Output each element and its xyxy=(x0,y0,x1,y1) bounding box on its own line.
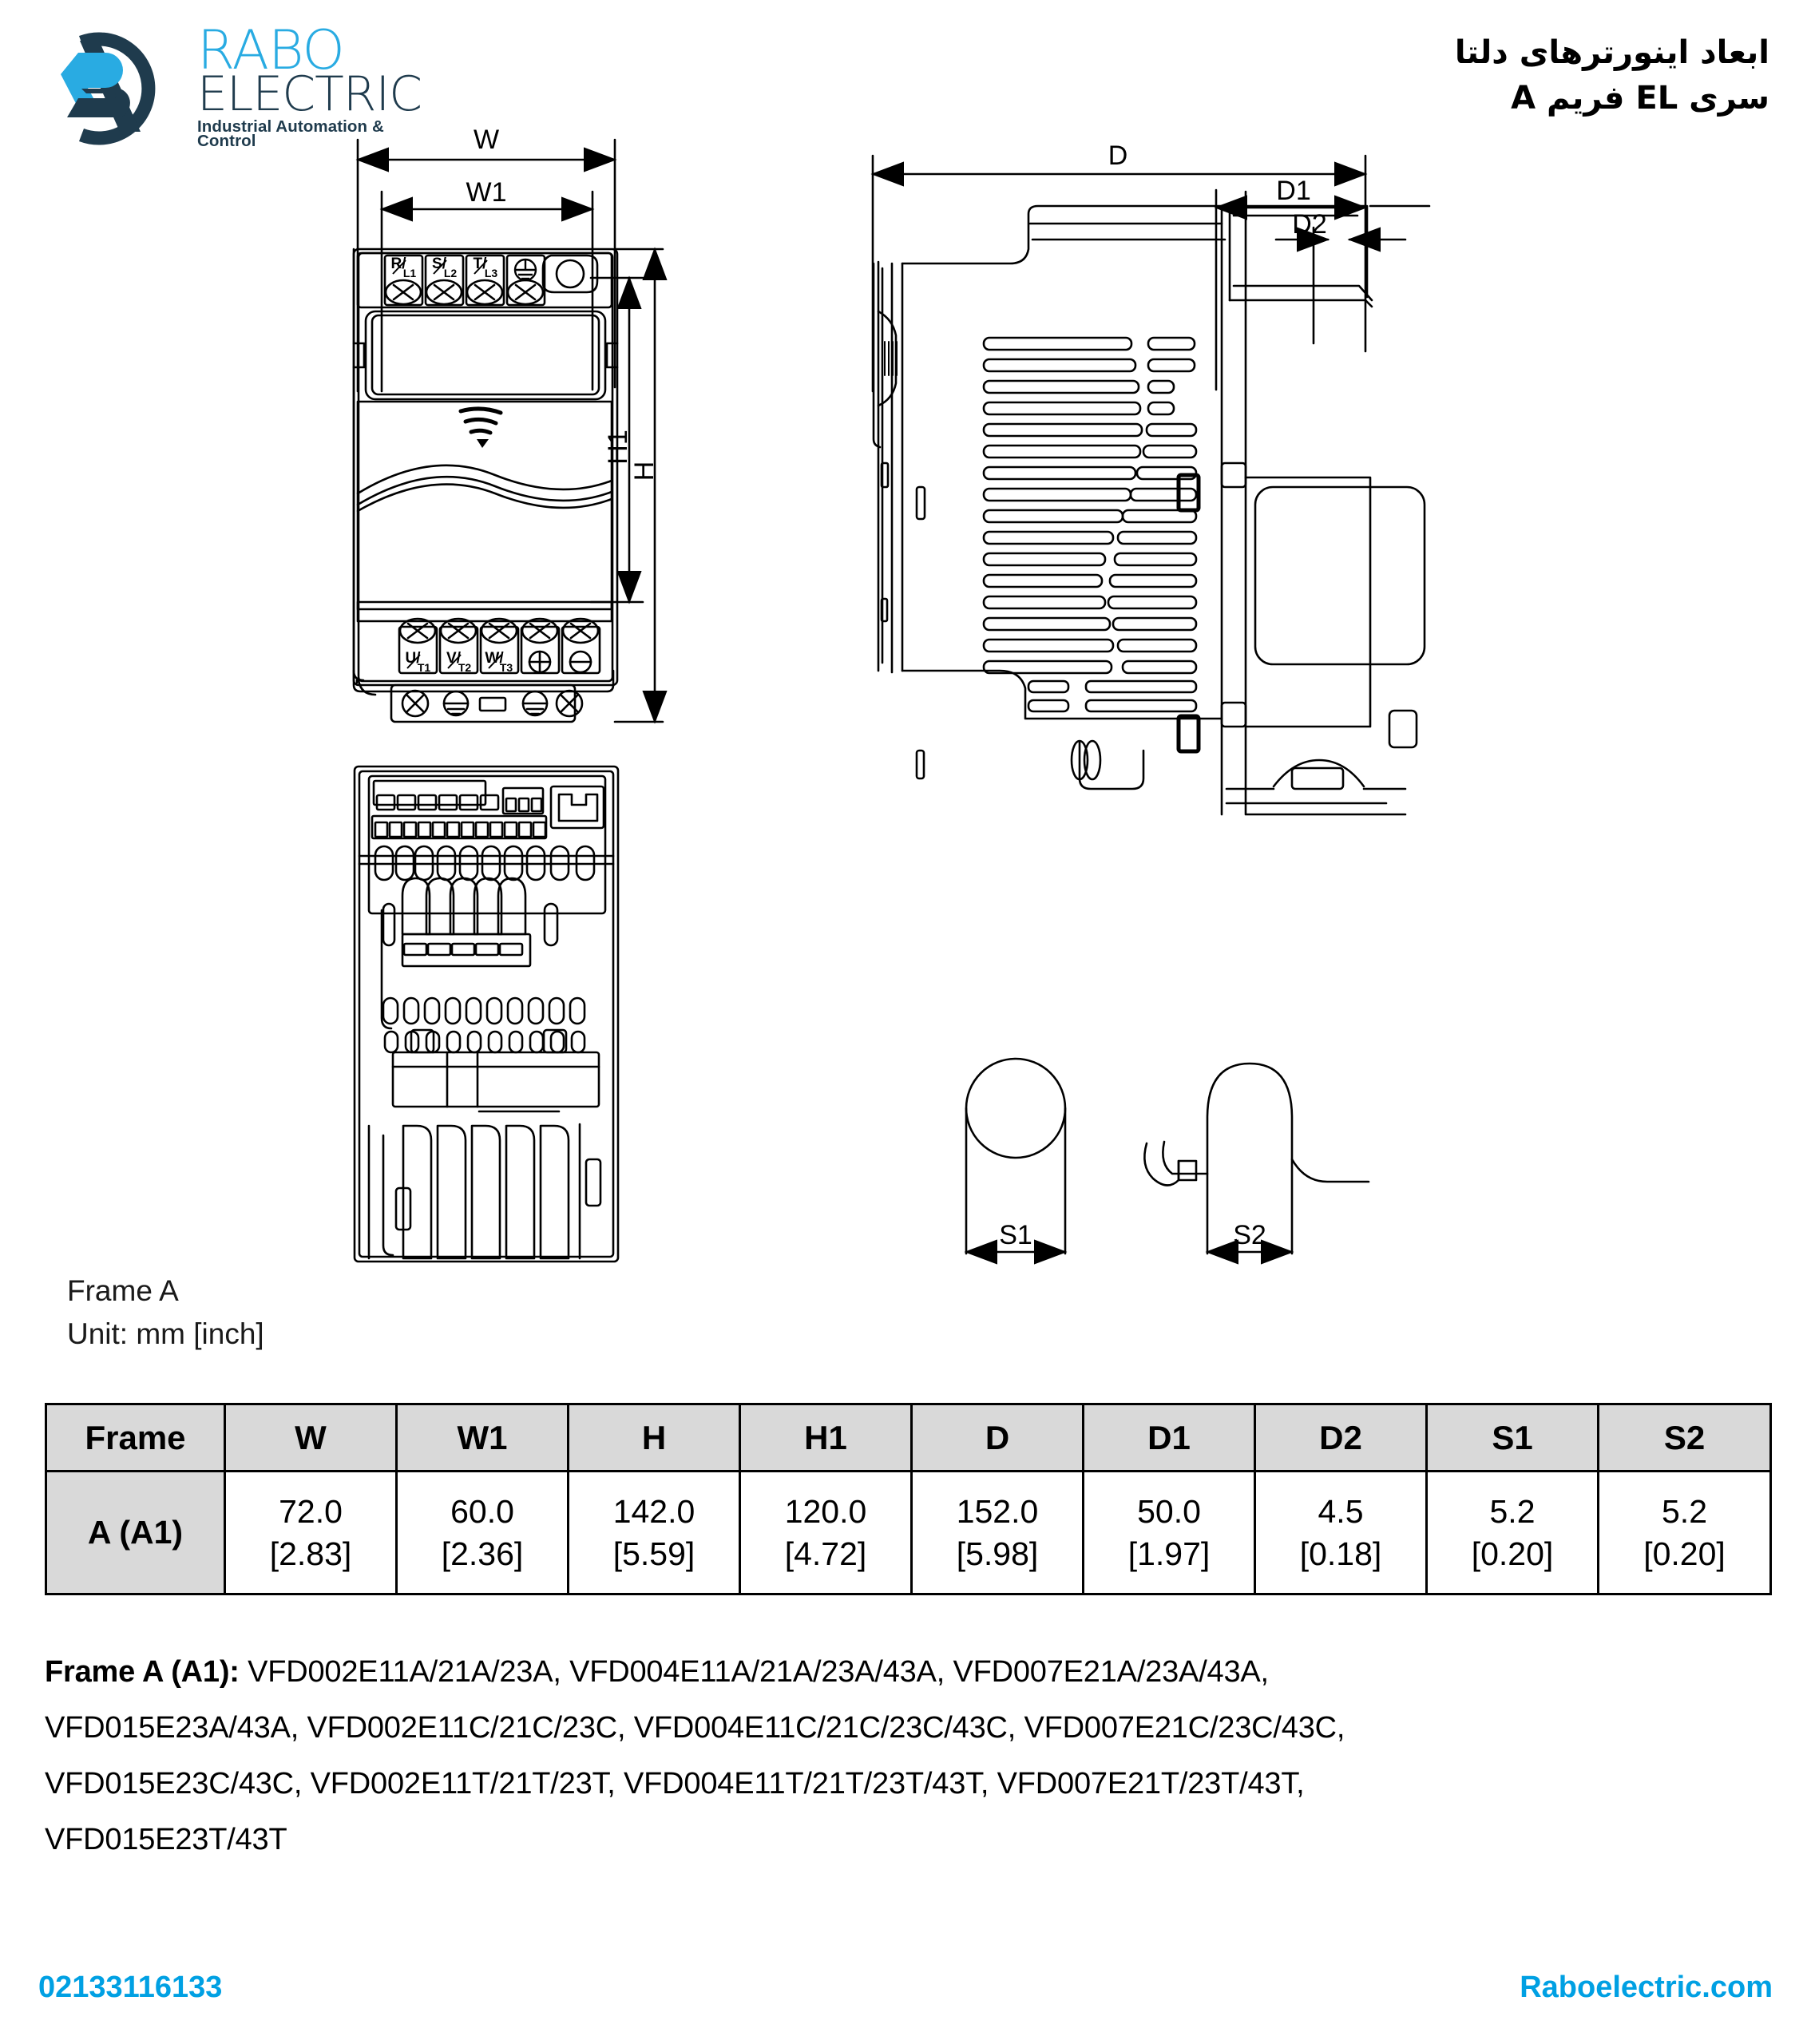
svg-text:T3: T3 xyxy=(499,661,513,674)
cell-d2-inch: [0.18] xyxy=(1299,1535,1382,1572)
footer-website-link[interactable]: Raboelectric.com xyxy=(1520,1971,1773,2004)
cell-h xyxy=(569,1472,740,1594)
col-header-s2: S2 xyxy=(1599,1404,1771,1472)
model-list-text-1: VFD002E11A/21A/23A, VFD004E11A/21A/23A/43A, VFD007E21A/23A/43A, xyxy=(239,1655,1269,1689)
dim-label-W: W xyxy=(473,125,500,155)
cell-s1-mm: 5.2 xyxy=(1489,1493,1536,1531)
svg-text:L1: L1 xyxy=(402,267,417,279)
svg-text:T1: T1 xyxy=(417,661,431,674)
dim-label-H: H xyxy=(629,461,660,481)
cell-d-mm: 152.0 xyxy=(956,1493,1039,1531)
cell-h-mm: 142.0 xyxy=(612,1493,695,1531)
interior-view-drawing xyxy=(355,766,618,1262)
dim-label-H1: H1 xyxy=(603,430,633,465)
col-header-d1: D1 xyxy=(1084,1404,1255,1472)
dim-label-D: D xyxy=(1108,141,1128,171)
svg-text:L3: L3 xyxy=(484,267,498,279)
cell-s2-inch: [0.20] xyxy=(1643,1535,1726,1572)
model-list-line-1 xyxy=(45,1645,1777,1701)
model-list-line-4: VFD015E23T/43T xyxy=(45,1822,287,1856)
terminal-label-w-t3: W/ xyxy=(485,650,504,667)
cell-d2-mm: 4.5 xyxy=(1318,1493,1364,1531)
model-list-label: Frame A (A1): xyxy=(45,1655,240,1689)
footer-phone-number[interactable]: 02133116133 xyxy=(38,1971,223,2004)
terminal-label-v-t2: V/ xyxy=(446,650,461,667)
model-list xyxy=(45,1645,1777,1868)
cell-w-mm: 72.0 xyxy=(279,1493,343,1531)
technical-drawings xyxy=(0,112,1811,1293)
col-header-h1: H1 xyxy=(740,1404,912,1472)
svg-text:T2: T2 xyxy=(458,661,472,674)
cell-w1 xyxy=(397,1472,569,1594)
page-title xyxy=(1179,30,1769,121)
logo-word-rabo: RABO xyxy=(197,18,344,82)
terminal-label-t-l3: T/ xyxy=(473,256,487,272)
dim-label-D1: D1 xyxy=(1276,176,1311,206)
col-header-w: W xyxy=(225,1404,397,1472)
cell-s2-mm: 5.2 xyxy=(1662,1493,1707,1531)
cell-d xyxy=(912,1472,1084,1594)
dim-label-W1: W1 xyxy=(466,177,507,208)
col-header-s1: S1 xyxy=(1427,1404,1599,1472)
drawing-caption xyxy=(67,1270,264,1357)
cell-h1-mm: 120.0 xyxy=(784,1493,867,1531)
ground-symbol-top xyxy=(515,259,536,280)
page-title-line-2: سری EL فریم A xyxy=(1511,79,1769,117)
cell-s2 xyxy=(1599,1472,1771,1594)
col-header-d: D xyxy=(912,1404,1084,1472)
col-header-w1: W1 xyxy=(397,1404,569,1472)
caption-frame: Frame A xyxy=(67,1274,179,1307)
table-header-row xyxy=(46,1404,1771,1472)
cell-s1-inch: [0.20] xyxy=(1471,1535,1554,1572)
col-header-frame: Frame xyxy=(46,1404,225,1472)
cell-d2 xyxy=(1255,1472,1427,1594)
dimensions-table xyxy=(45,1403,1772,1595)
cell-frame-name: A (A1) xyxy=(46,1472,225,1594)
drawing-canvas xyxy=(0,112,1811,1293)
cell-h-inch: [5.59] xyxy=(612,1535,695,1572)
cell-d-inch: [5.98] xyxy=(956,1535,1039,1572)
cell-w-inch: [2.83] xyxy=(269,1535,352,1572)
cell-d1-inch: [1.97] xyxy=(1127,1535,1211,1572)
model-list-line-2: VFD015E23A/43A, VFD002E11C/21C/23C, VFD004E11C/21C/23C/43C, VFD007E21C/23C/43C, xyxy=(45,1710,1345,1745)
dim-label-D2: D2 xyxy=(1292,209,1327,240)
logo-word-electric: ELECTRIC xyxy=(197,66,422,123)
cell-h1-inch: [4.72] xyxy=(784,1535,867,1572)
cell-h1 xyxy=(740,1472,912,1594)
svg-text:L2: L2 xyxy=(443,267,458,279)
col-header-d2: D2 xyxy=(1255,1404,1427,1472)
terminal-label-r-l1: R/ xyxy=(390,256,406,272)
cell-w1-mm: 60.0 xyxy=(450,1493,514,1531)
page-footer xyxy=(0,1971,1811,2026)
caption-unit: Unit: mm [inch] xyxy=(67,1317,264,1351)
cell-d1 xyxy=(1084,1472,1255,1594)
dim-label-S2: S2 xyxy=(1233,1220,1266,1250)
terminal-label-u-t1: U/ xyxy=(405,650,421,667)
cell-w xyxy=(225,1472,397,1594)
model-list-line-3: VFD015E23C/43C, VFD002E11T/21T/23T, VFD004E11T/21T/23T/43T, VFD007E21T/23T/43T, xyxy=(45,1766,1305,1800)
cell-d1-mm: 50.0 xyxy=(1137,1493,1201,1531)
dim-label-S1: S1 xyxy=(999,1220,1032,1250)
terminal-label-s-l2: S/ xyxy=(432,256,446,272)
cell-s1 xyxy=(1427,1472,1599,1594)
cell-w1-inch: [2.36] xyxy=(441,1535,524,1572)
side-view-drawing xyxy=(873,156,1429,814)
table-row xyxy=(46,1472,1771,1594)
page-title-line-1: ابعاد اینورترهای دلتا xyxy=(1454,34,1769,71)
logo-tagline: Industrial Automation & Control xyxy=(197,117,384,151)
col-header-h: H xyxy=(569,1404,740,1472)
